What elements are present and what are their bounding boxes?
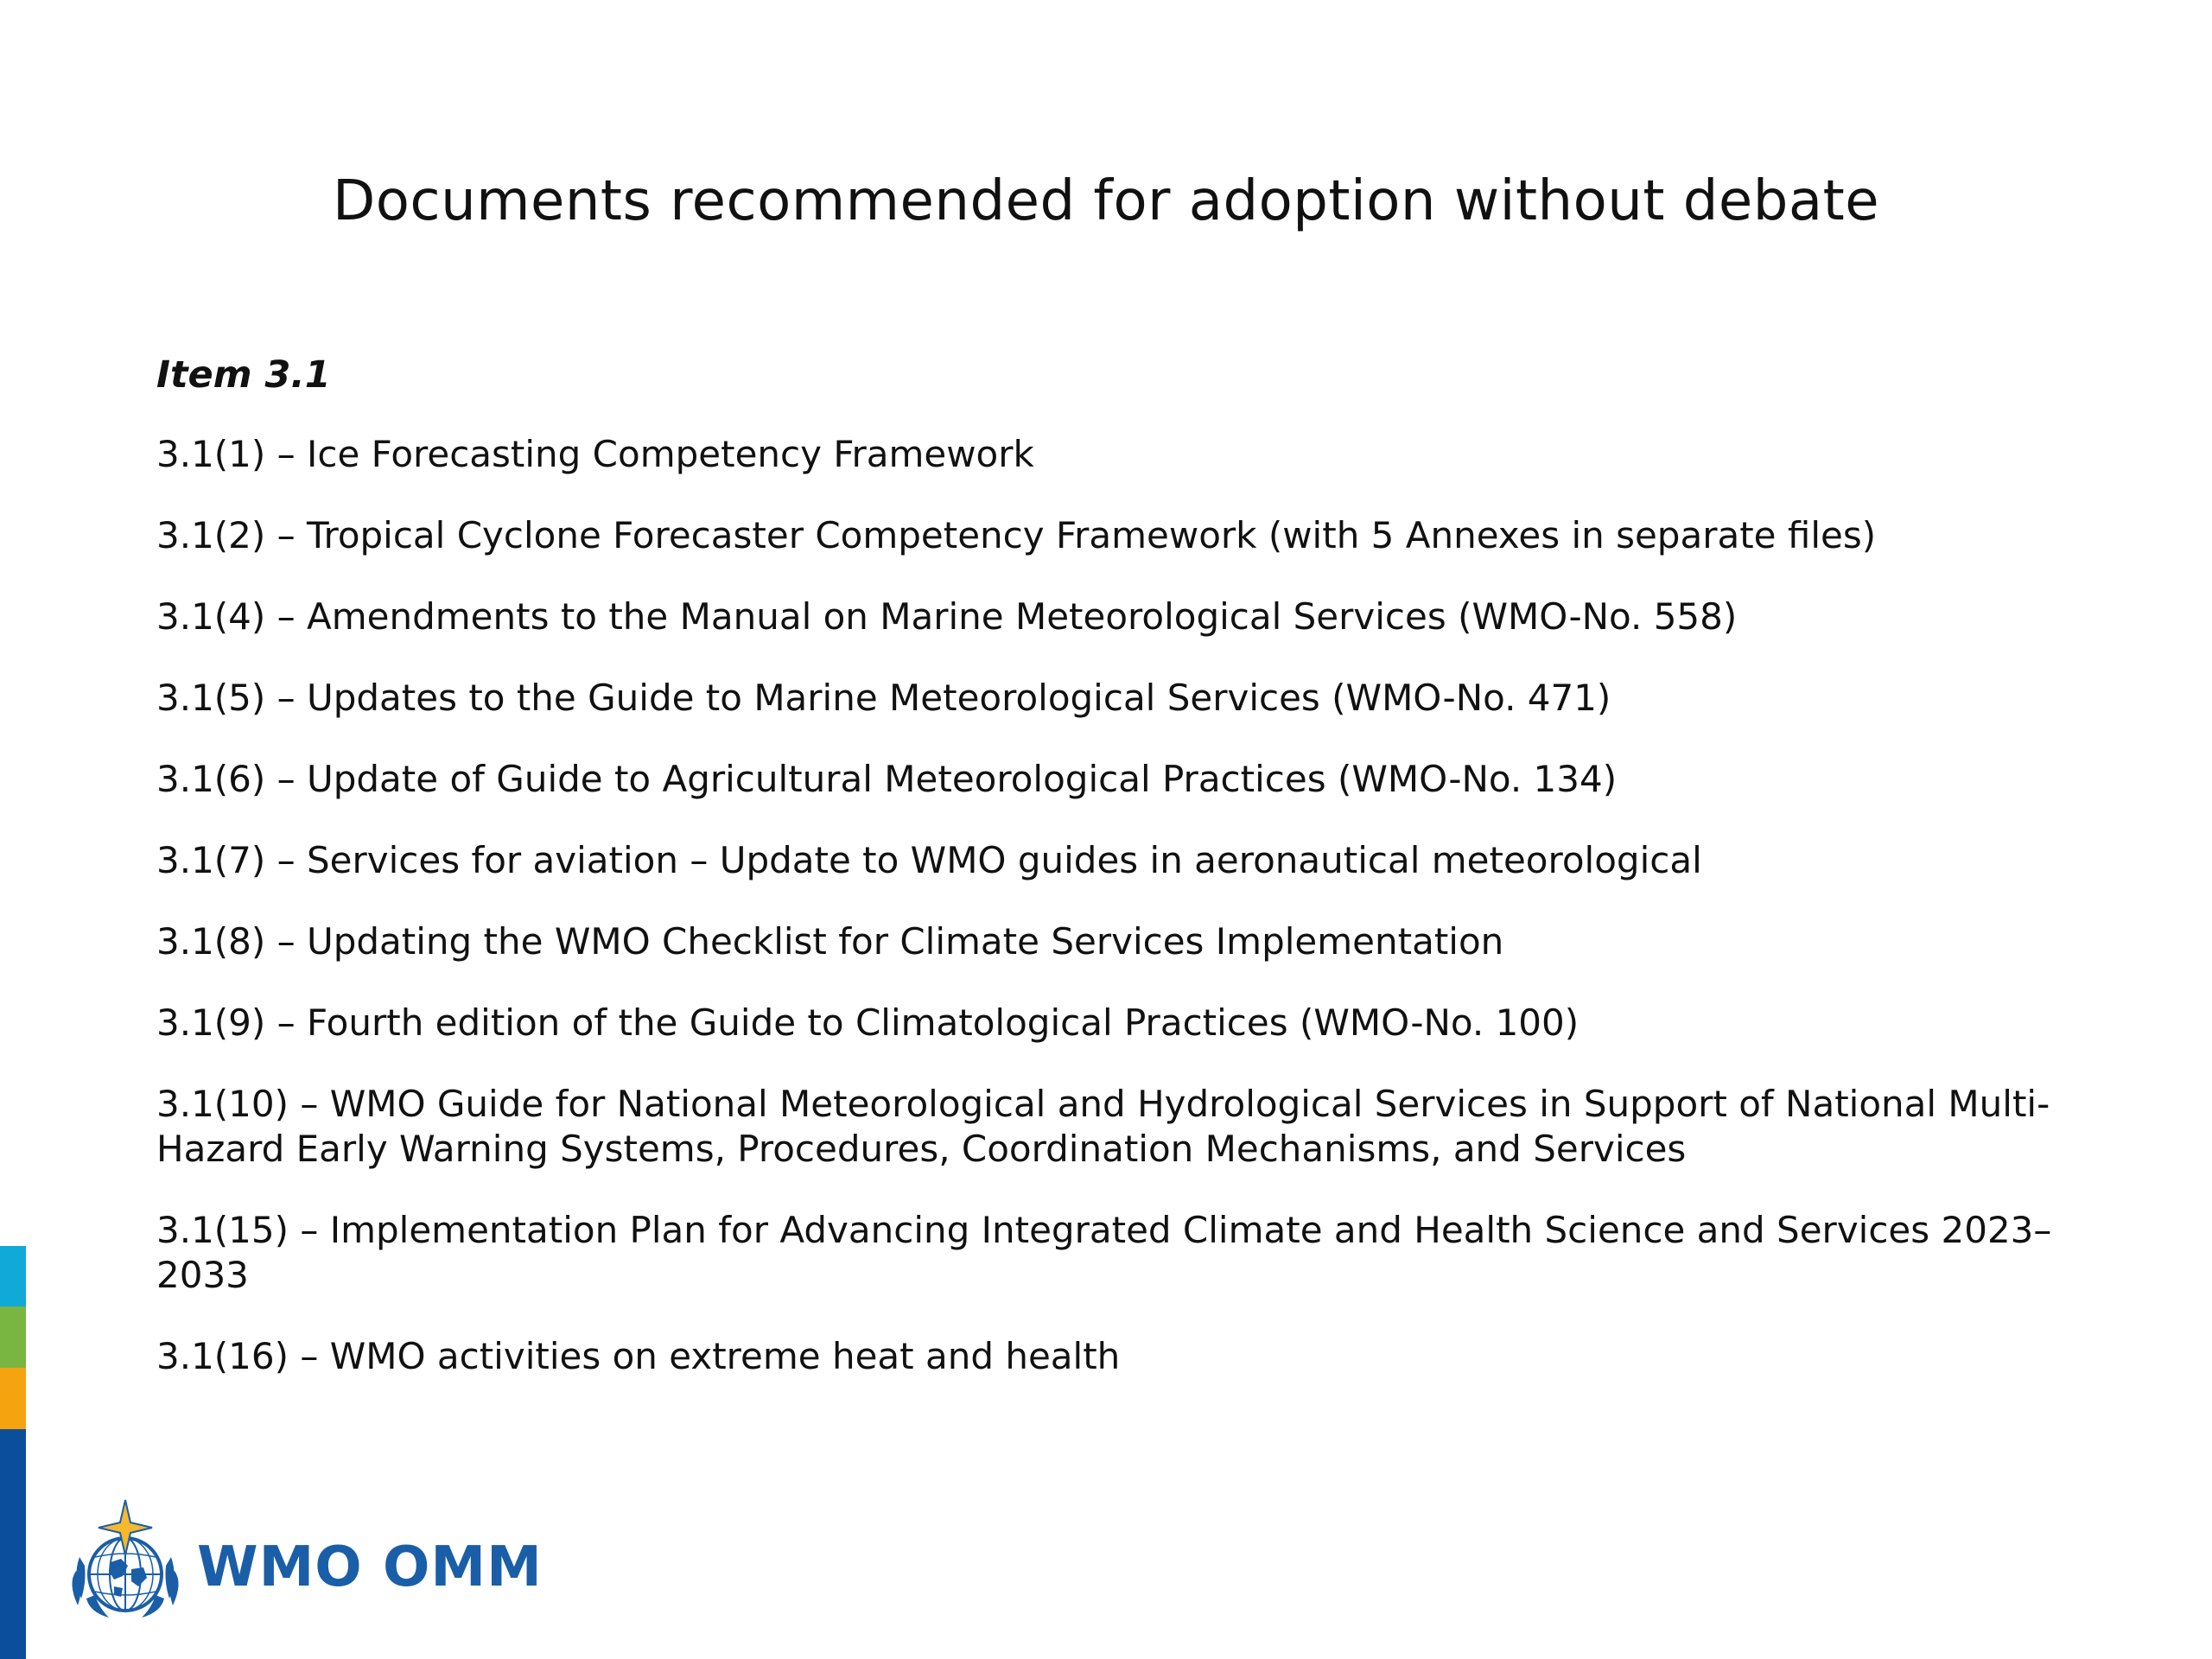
list-item: 3.1(16) – WMO activities on extreme heat and health <box>156 1335 1121 1377</box>
list-item: 3.1(8) – Updating the WMO Checklist for Climate Services Implementation <box>156 920 1504 963</box>
wmo-logo-text: WMO OMM <box>197 1535 543 1599</box>
list-item: 3.1(9) – Fourth edition of the Guide to Climatological Practices (WMO-No. 100) <box>156 1001 1580 1044</box>
color-bar-blue <box>0 1246 26 1306</box>
list-item: 3.1(4) – Amendments to the Manual on Marine Meteorological Services (WMO-No. 558) <box>156 595 1738 638</box>
slide-content <box>156 353 2092 1415</box>
list-item: 3.1(6) – Update of Guide to Agricultural Meteorological Practices (WMO-No. 134) <box>156 758 1618 800</box>
wmo-emblem-icon <box>60 1497 190 1626</box>
slide-title: Documents recommended for adoption without debate <box>332 169 1880 233</box>
item-heading: Item 3.1 <box>156 353 331 397</box>
color-bar-green <box>0 1306 26 1368</box>
list-item: 3.1(10) – WMO Guide for National Meteorological and Hydrological Services in Support of National Multi-Hazard Early Warning Systems, Procedures, Coordination Mechanisms, and Services <box>156 1083 2050 1170</box>
list-item: 3.1(1) – Ice Forecasting Competency Framework <box>156 433 1034 475</box>
color-bar-orange <box>0 1368 26 1429</box>
color-bar-navy <box>0 1429 26 1659</box>
list-item: 3.1(15) – Implementation Plan for Advancing Integrated Climate and Health Science and Services 2023–2033 <box>156 1209 2052 1296</box>
list-item: 3.1(7) – Services for aviation – Update to WMO guides in aeronautical meteorological <box>156 839 1702 881</box>
list-item: 3.1(2) – Tropical Cyclone Forecaster Competency Framework (with 5 Annexes in separate files) <box>156 514 1877 556</box>
document-list <box>156 432 2092 1379</box>
list-item: 3.1(5) – Updates to the Guide to Marine Meteorological Services (WMO-No. 471) <box>156 677 1611 719</box>
